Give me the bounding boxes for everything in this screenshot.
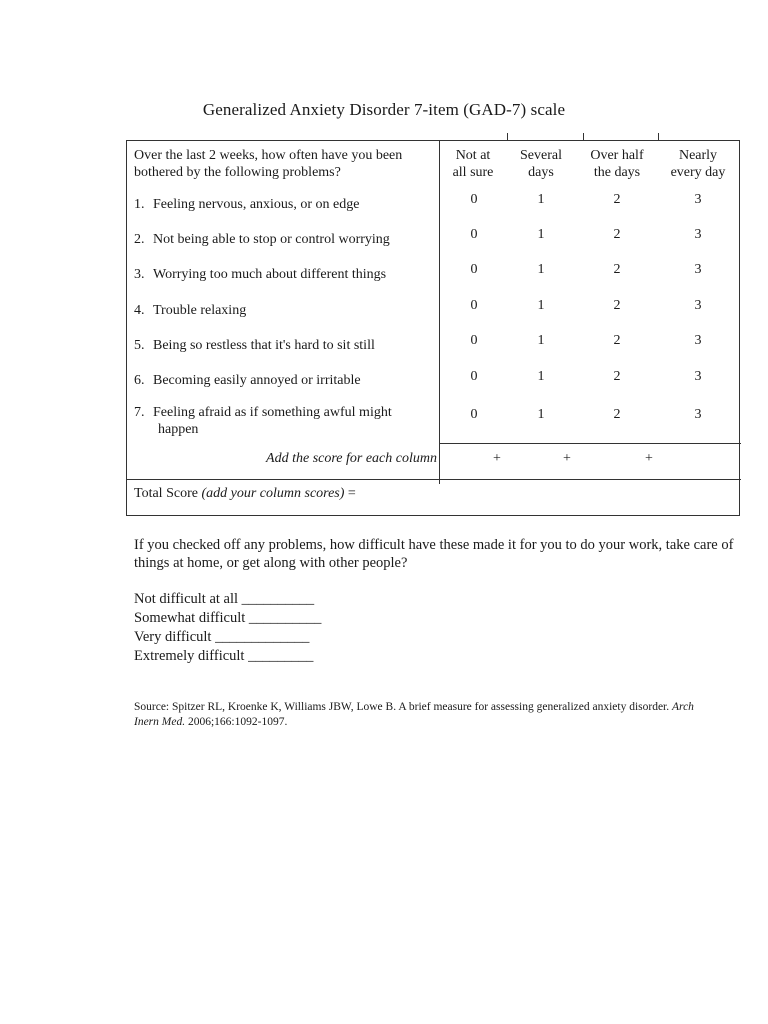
item-7: 7. Feeling afraid as if something awful might happen — [134, 405, 392, 437]
score-value: 2 — [613, 369, 621, 384]
plus-sign: + — [563, 451, 571, 466]
score-value: 1 — [537, 192, 545, 207]
score-value: 2 — [613, 333, 621, 348]
difficulty-option-not-difficult: Not difficult at all __________ — [134, 591, 315, 607]
item-2: 2. Not being able to stop or control worrying — [134, 232, 390, 247]
score-value: 1 — [537, 407, 545, 422]
item-1: 1. Feeling nervous, anxious, or on edge — [134, 197, 360, 212]
difficulty-options — [134, 590, 321, 666]
header-col-not-at-all: Not at all sure — [452, 148, 494, 180]
score-value: 2 — [613, 298, 621, 313]
difficulty-option-extremely: Extremely difficult _________ — [134, 648, 314, 664]
table-rule-add — [439, 443, 741, 444]
gad7-table — [126, 140, 740, 516]
score-value: 0 — [470, 407, 478, 422]
score-value: 3 — [694, 227, 702, 242]
table-tick-3 — [658, 133, 659, 141]
header-question: Over the last 2 weeks, how often have you been bothered by the following problems? — [134, 148, 403, 180]
source-citation: Source: Spitzer RL, Kroenke K, Williams JBW, Lowe B. A brief measure for assessing generalized anxiety disorder. Arch Inern Med. 2006;166:1092-1097. — [134, 701, 694, 728]
score-value: 3 — [694, 192, 702, 207]
score-value: 0 — [470, 298, 478, 313]
score-value: 1 — [537, 298, 545, 313]
score-value: 3 — [694, 262, 702, 277]
score-value: 0 — [470, 333, 478, 348]
score-value: 1 — [537, 262, 545, 277]
item-4: 4. Trouble relaxing — [134, 303, 247, 318]
score-value: 3 — [694, 407, 702, 422]
table-tick-2 — [583, 133, 584, 141]
score-value: 1 — [537, 333, 545, 348]
table-tick-1 — [507, 133, 508, 141]
item-6: 6. Becoming easily annoyed or irritable — [134, 373, 361, 388]
score-value: 1 — [537, 227, 545, 242]
table-divider-main — [439, 140, 440, 484]
header-col-several-days: Several days — [520, 148, 562, 180]
score-value: 2 — [613, 192, 621, 207]
add-score-label: Add the score for each column — [266, 451, 437, 466]
page-title: Generalized Anxiety Disorder 7-item (GAD-7) scale — [202, 100, 566, 119]
item-3: 3. Worrying too much about different things — [134, 267, 387, 282]
score-value: 2 — [613, 262, 621, 277]
score-value: 0 — [470, 192, 478, 207]
score-value: 3 — [694, 369, 702, 384]
score-value: 0 — [470, 227, 478, 242]
score-value: 0 — [470, 262, 478, 277]
score-value: 1 — [537, 369, 545, 384]
total-score-label: Total Score (add your column scores) = — [134, 486, 356, 501]
header-col-nearly-every-day: Nearly every day — [670, 148, 726, 180]
table-rule-total — [127, 479, 741, 480]
header-col-over-half: Over half the days — [590, 148, 644, 180]
score-value: 2 — [613, 407, 621, 422]
difficulty-option-somewhat: Somewhat difficult __________ — [134, 610, 322, 626]
score-value: 3 — [694, 333, 702, 348]
item-5: 5. Being so restless that it's hard to sit still — [134, 338, 375, 353]
score-value: 0 — [470, 369, 478, 384]
plus-sign: + — [645, 451, 653, 466]
score-value: 3 — [694, 298, 702, 313]
difficulty-option-very: Very difficult _____________ — [134, 629, 310, 645]
plus-sign: + — [493, 451, 501, 466]
difficulty-question: If you checked off any problems, how difficult have these made it for you to do your work, take care of things at home, or get along with other people? — [134, 537, 734, 571]
score-value: 2 — [613, 227, 621, 242]
